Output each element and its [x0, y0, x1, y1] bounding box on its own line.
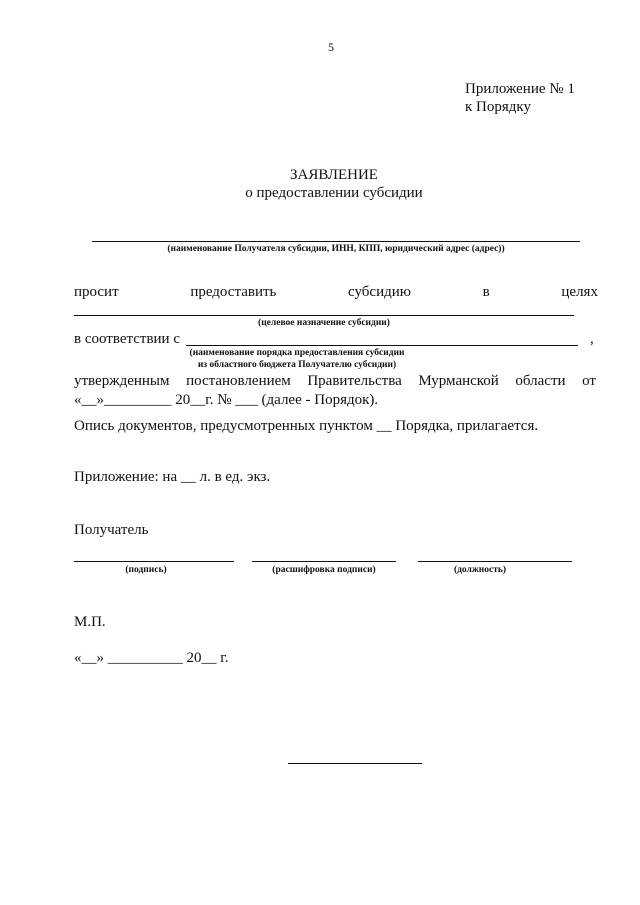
procedure-line	[186, 345, 578, 346]
page-number: 5	[328, 40, 334, 54]
approved-word-5: области	[515, 373, 566, 389]
final-date: «__» __________ 20__ г.	[74, 650, 229, 666]
inventory-text: Опись документов, предусмотренных пунктом __ Порядка, прилагается.	[74, 418, 539, 434]
attachment-text: Приложение: на __ л. в ед. экз.	[74, 469, 271, 485]
appendix-line-1: Приложение № 1	[465, 81, 575, 97]
request-word-2: предоставить	[190, 284, 277, 300]
approved-row	[74, 372, 596, 390]
procedure-hint-2: из областного бюджета Получателю субсидии)	[197, 360, 397, 370]
recipient-hint: (наименование Получателя субсидии, ИНН, КПП, юридический адрес (адрес))	[167, 244, 505, 254]
resolution-date-line: «__»_________ 20__г. № ___ (далее - Порядок).	[74, 392, 379, 408]
approved-word-3: Правительства	[307, 373, 402, 389]
request-word-5: целях	[561, 284, 598, 300]
accordance-label: в соответствии с	[74, 331, 180, 347]
signature-hint: (подпись)	[125, 565, 167, 575]
position-line	[418, 561, 572, 562]
purpose-hint: (целевое назначение субсидии)	[258, 318, 390, 328]
approved-word-1: утвержденным	[74, 373, 170, 389]
stamp-label: М.П.	[74, 614, 106, 630]
appendix-line-2: к Порядку	[465, 99, 531, 115]
signature-decoding-line	[252, 561, 396, 562]
recipient-label: Получатель	[74, 522, 149, 538]
signature-decoding-hint: (расшифровка подписи)	[272, 565, 376, 575]
position-hint: (должность)	[453, 565, 507, 575]
approved-word-4: Мурманской	[418, 373, 499, 389]
document-title: ЗАЯВЛЕНИЕ	[290, 167, 378, 183]
approved-word-6: от	[582, 373, 596, 389]
request-word-4: в	[482, 284, 490, 300]
request-word-3: субсидию	[348, 284, 411, 300]
request-word-1: просит	[74, 284, 119, 300]
purpose-line	[74, 315, 574, 316]
signature-line	[74, 561, 234, 562]
accordance-comma: ,	[590, 331, 594, 347]
request-row	[74, 283, 598, 301]
approved-word-2: постановлением	[186, 373, 291, 389]
bottom-separator	[288, 763, 422, 764]
procedure-hint-1: (наименование порядка предоставления субсидии	[189, 348, 405, 358]
recipient-name-line	[92, 241, 580, 242]
document-subtitle: о предоставлении субсидии	[245, 185, 423, 201]
